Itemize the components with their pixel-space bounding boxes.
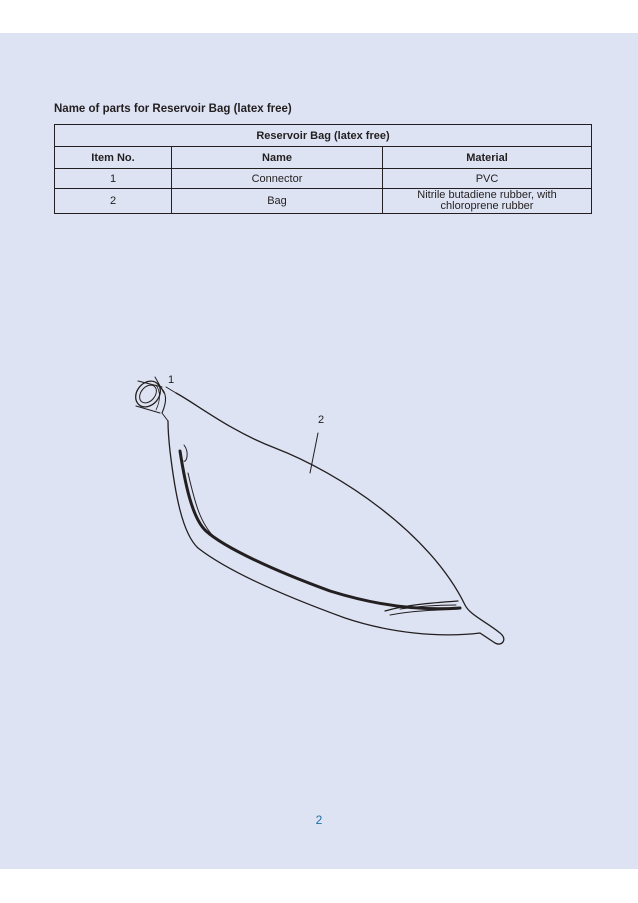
bag-illustration (168, 393, 504, 644)
cell-material (383, 189, 592, 214)
parts-table (54, 124, 592, 214)
document-page (0, 33, 638, 869)
table-row (55, 189, 592, 214)
table-row (55, 169, 592, 189)
column-header-name: Name (172, 147, 383, 169)
reservoir-bag-illustration (100, 333, 520, 653)
cell-material: PVC (383, 169, 592, 189)
table-caption: Reservoir Bag (latex free) (55, 125, 592, 147)
page-number: 2 (315, 813, 323, 827)
callout-bag: 2 (318, 414, 325, 426)
callout-connector: 1 (168, 374, 175, 386)
cell-item-no: 1 (55, 169, 172, 189)
cell-name: Bag (172, 189, 383, 214)
cell-material-line1: Nitrile butadiene rubber, with (417, 189, 557, 201)
cell-name: Connector (172, 169, 383, 189)
column-header-material: Material (383, 147, 592, 169)
table-caption-row (55, 125, 592, 147)
column-header-item-no: Item No. (55, 147, 172, 169)
parts-heading: Name of parts for Reservoir Bag (latex free) (54, 103, 292, 115)
cell-material-line2: chloroprene rubber (440, 200, 534, 212)
cell-item-no: 2 (55, 189, 172, 214)
table-header-row (55, 147, 592, 169)
